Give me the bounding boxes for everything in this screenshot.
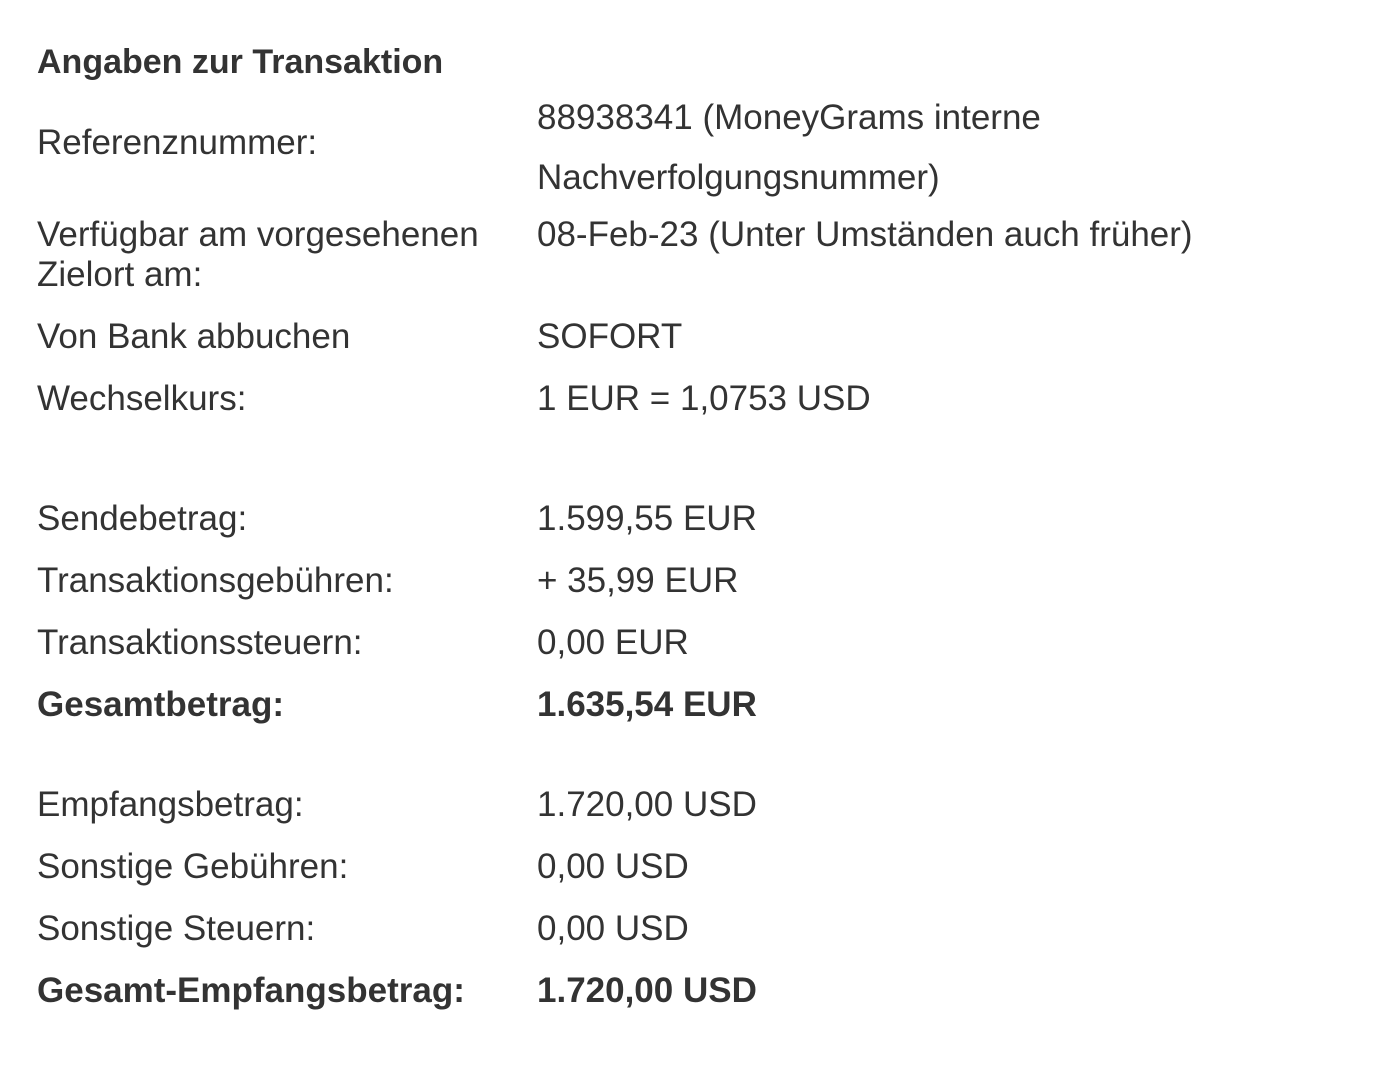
exchange-rate-value: 1 EUR = 1,0753 USD <box>537 379 871 418</box>
reference-value-line-2: Nachverfolgungsnummer) <box>537 158 940 197</box>
send-amount-label: Sendebetrag: <box>37 499 248 538</box>
exchange-rate-label: Wechselkurs: <box>37 379 247 418</box>
transaction-fees-label: Transaktionsgebühren: <box>37 561 394 600</box>
transaction-fees-value: + 35,99 EUR <box>537 561 739 600</box>
row-transaction-fees <box>37 561 1377 601</box>
reference-value-line-1: 88938341 (MoneyGrams interne <box>537 98 1041 137</box>
reference-value <box>537 88 1357 208</box>
section-title: Angaben zur Transaktion <box>37 43 444 81</box>
reference-label: Referenznummer: <box>37 123 318 162</box>
send-amount-value: 1.599,55 EUR <box>537 499 757 538</box>
receive-amount-label: Empfangsbetrag: <box>37 785 304 824</box>
other-fees-value: 0,00 USD <box>537 847 689 886</box>
total-amount-label: Gesamtbetrag: <box>37 685 285 724</box>
total-receive-amount-value: 1.720,00 USD <box>537 971 757 1010</box>
row-transaction-taxes <box>37 623 1377 663</box>
transaction-taxes-value: 0,00 EUR <box>537 623 689 662</box>
available-label: Verfügbar am vorgesehenen Zielort am: <box>37 215 479 294</box>
total-amount-value: 1.635,54 EUR <box>537 685 757 724</box>
receive-amount-value: 1.720,00 USD <box>537 785 757 824</box>
debit-value: SOFORT <box>537 317 683 356</box>
row-receive-amount <box>37 785 1377 825</box>
other-taxes-value: 0,00 USD <box>537 909 689 948</box>
row-send-amount <box>37 499 1377 539</box>
row-other-fees <box>37 847 1377 887</box>
row-bank-debit <box>37 317 1377 357</box>
row-available-date <box>37 215 1377 295</box>
transaction-taxes-label: Transaktionssteuern: <box>37 623 363 662</box>
other-taxes-label: Sonstige Steuern: <box>37 909 316 948</box>
total-receive-amount-label: Gesamt-Empfangsbetrag: <box>37 971 465 1010</box>
row-reference-number <box>37 88 1377 208</box>
row-other-taxes <box>37 909 1377 949</box>
other-fees-label: Sonstige Gebühren: <box>37 847 349 886</box>
debit-label: Von Bank abbuchen <box>37 317 351 356</box>
available-value: 08-Feb-23 (Unter Umständen auch früher) <box>537 215 1193 254</box>
row-total-receive-amount <box>37 971 1377 1011</box>
row-total-amount <box>37 685 1377 725</box>
row-exchange-rate <box>37 379 1377 419</box>
